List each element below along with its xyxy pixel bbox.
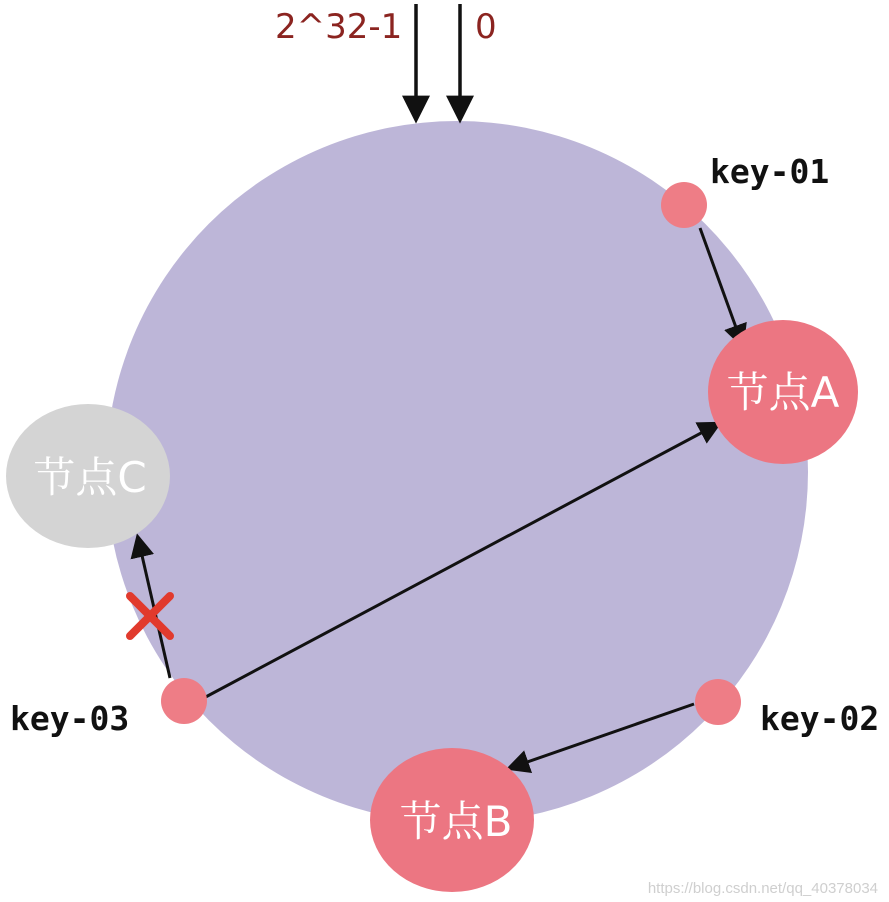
node-c-label: 节点C xyxy=(33,453,147,502)
key-01-point xyxy=(661,182,707,228)
node-b-label: 节点B xyxy=(399,797,513,846)
ring-start-label: 0 xyxy=(475,7,497,47)
watermark: https://blog.csdn.net/qq_40378034 xyxy=(647,880,878,897)
key-02-label: key-02 xyxy=(760,699,880,738)
key-03-label: key-03 xyxy=(10,699,130,738)
ring-end-label: 2^32-1 xyxy=(275,7,403,47)
key-02-point xyxy=(695,679,741,725)
node-a-label: 节点A xyxy=(726,368,840,417)
key-01-label: key-01 xyxy=(710,152,830,191)
key-03-point xyxy=(161,678,207,724)
